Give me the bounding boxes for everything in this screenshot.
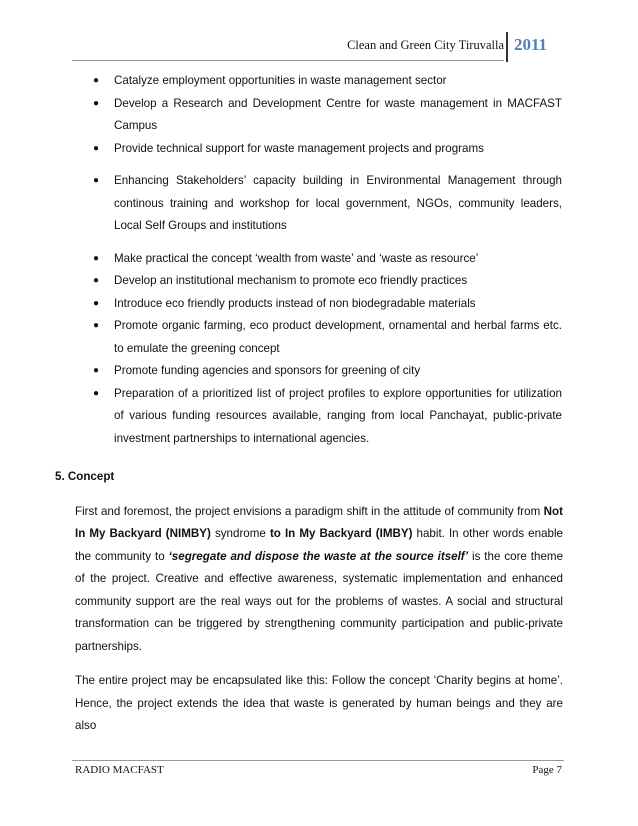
list-item	[93, 170, 562, 238]
list-item	[93, 293, 562, 316]
list-item-text: Introduce eco friendly products instead of non biodegradable materials	[114, 296, 476, 310]
header-rule	[72, 60, 504, 61]
list-item-text: Develop a Research and Development Centre for waste management in MACFAST Campus	[114, 96, 562, 132]
list-item	[93, 70, 562, 93]
bullet-icon: ●	[93, 387, 100, 399]
bullet-icon: ●	[93, 320, 100, 331]
section-heading: 5. Concept	[55, 470, 115, 483]
page-content	[0, 70, 638, 738]
bullet-icon: ●	[93, 275, 100, 286]
list-item-text: Develop an institutional mechanism to promote eco friendly practices	[114, 274, 468, 287]
concept-paragraph-2: The entire project may be encapsulated like this: Follow the concept ‘Charity begins at home’. Hence, the project extends the idea that waste is generated by human beings and they are also	[75, 674, 563, 732]
list-item	[93, 93, 562, 138]
header-title: Clean and Green City Tiruvalla	[347, 38, 504, 52]
bullet-icon: ●	[93, 252, 100, 264]
header-year: 2011	[514, 35, 548, 54]
footer-left: RADIO MACFAST	[75, 764, 164, 776]
list-item	[93, 315, 562, 360]
footer-rule	[72, 760, 564, 761]
para-bold-imby: to In My Backyard (IMBY)	[269, 527, 413, 540]
list-item	[93, 270, 562, 293]
bullet-icon: ●	[93, 142, 100, 154]
list-item-text: Make practical the concept ‘wealth from waste’ and ‘waste as resource’	[114, 251, 479, 265]
bullet-icon: ●	[93, 365, 100, 376]
para-bold-nimby: Not In My Backyard (NIMBY)	[75, 504, 563, 540]
list-item	[93, 248, 562, 271]
para-bold-italic-theme: ‘segregate and dispose the waste at the source itself’	[168, 549, 469, 563]
objectives-list	[0, 70, 638, 450]
list-item-text: Promote funding agencies and sponsors for greening of city	[114, 364, 421, 377]
list-item	[93, 360, 562, 383]
para-text: is the core theme of the project. Creative and effective awareness, systematic implementation and enhanced community support are the real ways out for the problems of wastes. A social and structural transformation can be triggered by strengthening community participation and public-private partnerships.	[75, 549, 564, 653]
bullet-icon: ●	[93, 297, 100, 309]
list-item-text: Catalyze employment opportunities in waste management sector	[114, 74, 447, 87]
list-item-text: Preparation of a prioritized list of project profiles to explore opportunities for utilization of various funding resources available, ranging from local Panchayat, public-private investment partnerships to international agencies.	[114, 386, 562, 445]
para-text: syndrome	[210, 527, 270, 540]
concept-paragraph	[75, 501, 563, 659]
list-item	[93, 138, 562, 161]
header-separator	[506, 32, 508, 62]
para-text: habit. In other words enable the community to	[75, 527, 563, 563]
list-item-text: Promote organic farming, eco product development, ornamental and herbal farms etc. to emulate the greening concept	[114, 319, 562, 355]
page-number: Page 7	[532, 764, 562, 776]
bullet-icon: ●	[93, 75, 100, 86]
list-item-text: Enhancing Stakeholders’ capacity building in Environmental Management through continous training and workshop for local government, NGOs, community leaders, Local Self Groups and institutions	[114, 174, 562, 232]
list-item	[93, 383, 562, 451]
bullet-icon: ●	[93, 175, 100, 186]
list-item-text: Provide technical support for waste management projects and programs	[114, 141, 484, 155]
bullet-icon: ●	[93, 97, 100, 109]
para-text: First and foremost, the project envisions a paradigm shift in the attitude of community from	[75, 504, 544, 518]
